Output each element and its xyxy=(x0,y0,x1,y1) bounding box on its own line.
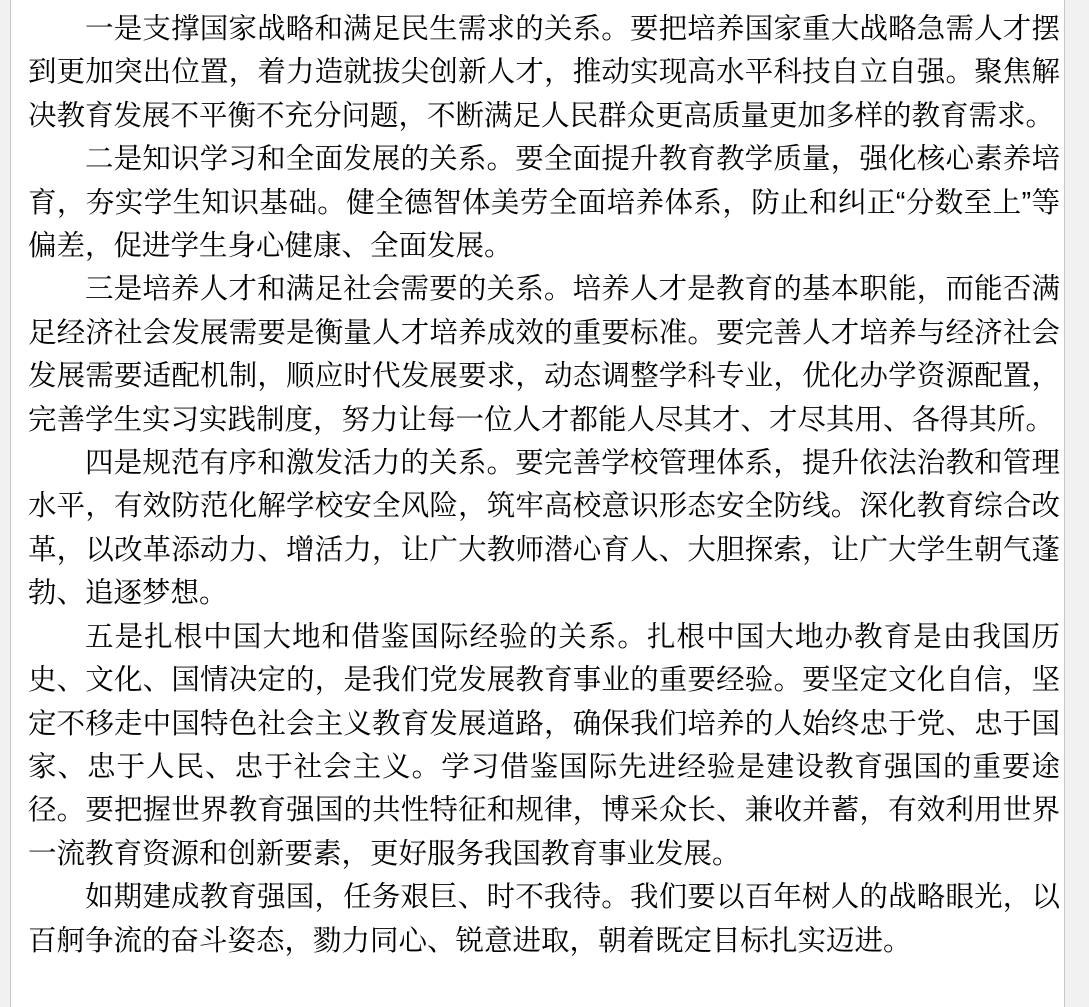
paragraph-5: 五是扎根中国大地和借鉴国际经验的关系。扎根中国大地办教育是由我国历史、文化、国情决定的，是我们党发展教育事业的重要经验。要坚定文化自信，坚定不移走中国特色社会主义教育发展道路，确保我们培养的人始终忠于党、忠于国家、忠于人民、忠于社会主义。学习借鉴国际先进经验是建设教育强国的重要途径。要把握世界教育强国的共性特征和规律，博采众长、兼收并蓄，有效利用世界一流教育资源和创新要素，更好服务我国教育事业发展。 xyxy=(28,620,1060,870)
paragraph-3: 三是培养人才和满足社会需要的关系。培养人才是教育的基本职能，而能否满足经济社会发展需要是衡量人才培养成效的重要标准。要完善人才培养与经济社会发展需要适配机制，顺应时代发展要求，动态调整学科专业，优化办学资源配置，完善学生实习实践制度，努力让每一位人才都能人尽其才、才尽其用、各得其所。 xyxy=(28,273,1060,436)
article-body xyxy=(28,8,1060,963)
paragraph-1: 一是支撑国家战略和满足民生需求的关系。要把培养国家重大战略急需人才摆到更加突出位置，着力造就拔尖创新人才，推动实现高水平科技自立自强。聚焦解决教育发展不平衡不充分问题，不断满足人民群众更高质量更加多样的教育需求。 xyxy=(28,13,1060,132)
paragraph-2: 二是知识学习和全面发展的关系。要全面提升教育教学质量，强化核心素养培育，夯实学生知识基础。健全德智体美劳全面培养体系，防止和纠正“分数至上”等偏差，促进学生身心健康、全面发展。 xyxy=(28,143,1060,263)
paragraph-6: 如期建成教育强国，任务艰巨、时不我待。我们要以百年树人的战略眼光，以百舸争流的奋斗姿态，勠力同心、锐意进取，朝着既定目标扎实迈进。 xyxy=(28,881,1060,957)
paragraph-4: 四是规范有序和激发活力的关系。要完善学校管理体系，提升依法治教和管理水平，有效防范化解学校安全风险，筑牢高校意识形态安全防线。深化教育综合改革，以改革添动力、增活力，让广大教师潜心育人、大胆探索，让广大学生朝气蓬勃、追逐梦想。 xyxy=(28,447,1060,610)
article-page xyxy=(10,0,1065,1007)
